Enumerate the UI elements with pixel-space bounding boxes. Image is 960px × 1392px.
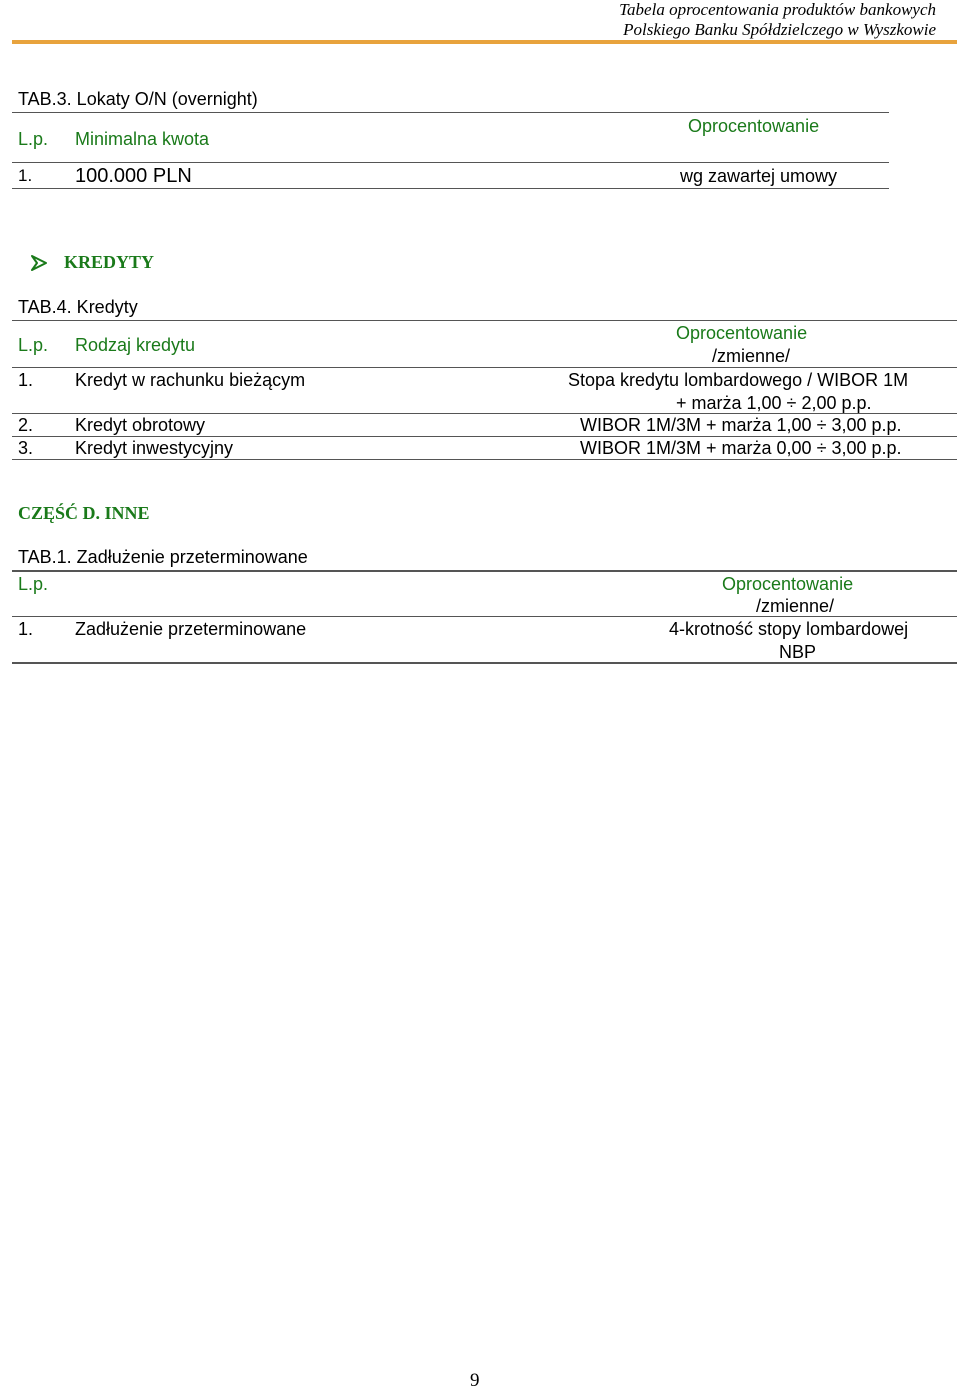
tab4-col-type: Rodzaj kredytu [75,335,196,355]
tab4-row1-type: Kredyt w rachunku bieżącym [75,370,306,390]
tab4-bottom-rule [12,459,957,460]
tab4-row3-rate: WIBOR 1M/3M + marża 0,00 ÷ 3,00 p.p. [580,438,902,458]
tabd1-bottom-rule [12,662,957,664]
tabd1-row-type: Zadłużenie przeterminowane [75,619,307,639]
tab4-row2-lp: 2. [18,415,34,435]
tab4-top-rule [12,320,957,321]
tabd1-header-rule [12,616,957,617]
section-inne-heading: CZĘŚĆ D. INNE [18,503,150,523]
tab4-row2-type: Kredyt obrotowy [75,415,206,435]
header-divider [12,40,957,44]
page-number: 9 [470,1370,480,1391]
tab4-row1-rate: Stopa kredytu lombardowego / WIBOR 1M [568,370,909,390]
tab3-header-rule [12,162,889,163]
tab3-bottom-rule [12,188,889,189]
document-header-subtitle: Polskiego Banku Spółdzielczego w Wyszkowie [623,20,936,39]
tab4-row1-lp: 1. [18,370,34,390]
tab4-row2-rule [12,436,957,437]
tabd1-title: TAB.1. Zadłużenie przeterminowane [18,547,308,567]
section-kredyty-heading: KREDYTY [64,252,155,272]
document-header-title: Tabela oprocentowania produktów bankowych [619,0,936,19]
tabd1-row-rate: 4-krotność stopy lombardowej [669,619,909,639]
tab4-col-rate-note: /zmienne/ [712,346,791,366]
tab3-row-rate: wg zawartej umowy [680,166,838,186]
tab4-col-rate: Oprocentowanie [676,323,808,343]
tabd1-row-rate-cont: NBP [779,642,817,662]
tab3-title: TAB.3. Lokaty O/N (overnight) [18,89,258,109]
tab3-top-rule [12,112,889,113]
tabd1-col-rate: Oprocentowanie [722,574,854,594]
tab4-row1-rate-cont: + marża 1,00 ÷ 2,00 p.p. [676,393,872,413]
tab4-row2-rate: WIBOR 1M/3M + marża 1,00 ÷ 3,00 p.p. [580,415,902,435]
tab3-col-rate: Oprocentowanie [688,116,820,136]
tabd1-top-rule [12,570,957,572]
tab4-header-rule [12,367,957,368]
tab4-title: TAB.4. Kredyty [18,297,138,317]
tab3-col-amount: Minimalna kwota [75,129,210,149]
tabd1-row-lp: 1. [18,619,34,639]
tab4-row3-type: Kredyt inwestycyjny [75,438,234,458]
tabd1-col-lp: L.p. [18,574,49,594]
tab3-row-amount: 100.000 PLN [75,165,192,187]
tabd1-col-rate-note: /zmienne/ [756,596,835,616]
tab4-row1-rule [12,413,957,414]
tab3-row-lp: 1. [18,166,33,185]
arrow-bullet-icon [30,254,48,272]
tab3-col-lp: L.p. [18,129,49,149]
tab4-col-lp: L.p. [18,335,49,355]
tab4-row3-lp: 3. [18,438,34,458]
